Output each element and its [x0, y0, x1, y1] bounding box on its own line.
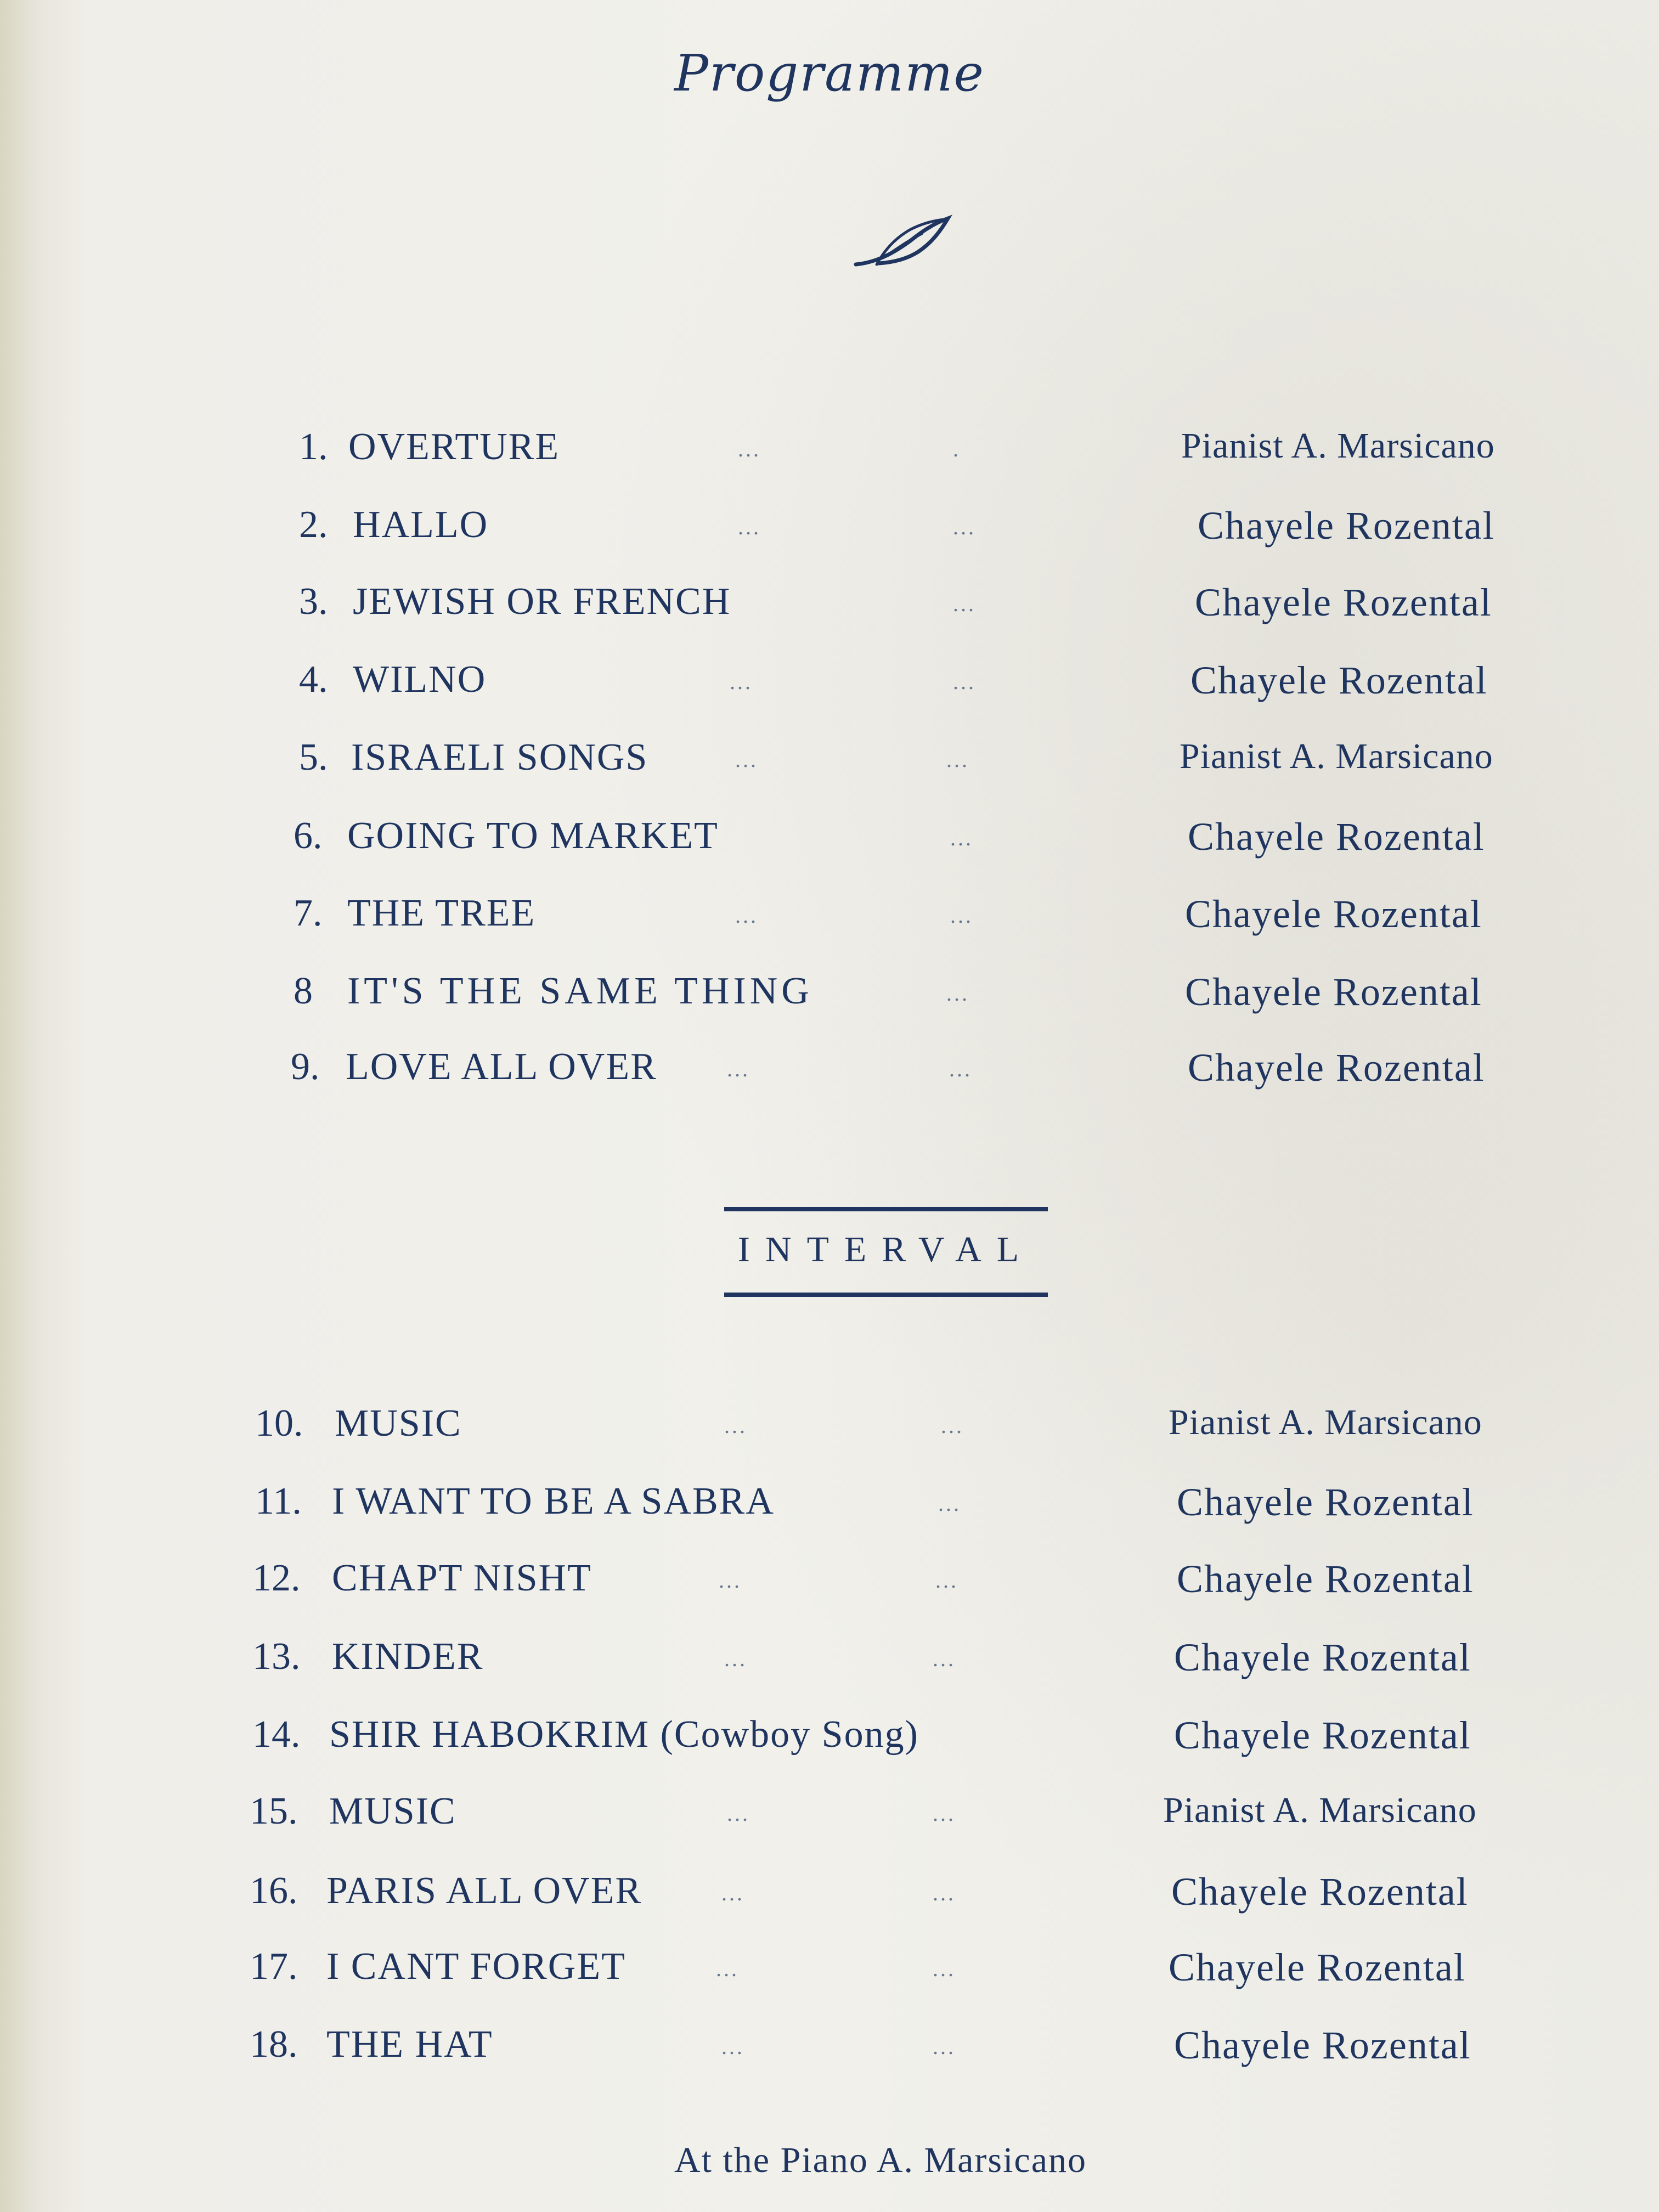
- item-leader: ...: [933, 1801, 956, 1826]
- programme-item: [252, 1635, 1569, 1690]
- item-leader: ...: [727, 1801, 750, 1826]
- item-leader: ...: [935, 1568, 958, 1593]
- item-leader: ...: [735, 903, 758, 928]
- item-number: 3.: [299, 580, 328, 623]
- item-leader: ...: [953, 669, 976, 694]
- programme-item: [299, 503, 1616, 558]
- item-leader: ...: [730, 669, 753, 694]
- item-leader: ...: [941, 1413, 964, 1438]
- item-number: 5.: [299, 736, 328, 778]
- item-performer: Chayele Rozental: [1177, 1480, 1474, 1524]
- item-title: GOING TO MARKET: [347, 815, 719, 857]
- item-performer: Chayele Rozental: [1198, 504, 1495, 548]
- item-number: 1.: [299, 426, 328, 468]
- programme-item: [250, 1790, 1566, 1844]
- item-performer: Chayele Rozental: [1185, 892, 1482, 936]
- item-number: 8: [294, 970, 313, 1012]
- item-leader: ...: [938, 1491, 961, 1516]
- item-leader: ...: [738, 437, 761, 461]
- programme-item: [252, 1556, 1569, 1611]
- item-leader: .: [953, 437, 961, 461]
- item-title: MUSIC: [335, 1402, 462, 1444]
- item-performer: Chayele Rozental: [1188, 1046, 1485, 1090]
- item-title: THE HAT: [326, 2023, 493, 2066]
- item-leader: ...: [716, 1956, 739, 1981]
- item-performer: Pianist A. Marsicano: [1181, 426, 1495, 466]
- item-title: I CANT FORGET: [326, 1945, 626, 1988]
- programme-item: [294, 814, 1610, 869]
- item-title: THE TREE: [347, 892, 536, 934]
- item-leader: ...: [724, 1646, 747, 1671]
- item-title: OVERTURE: [348, 426, 560, 468]
- item-number: 11.: [255, 1480, 302, 1522]
- item-leader: ...: [950, 903, 973, 928]
- item-number: 9.: [291, 1046, 320, 1088]
- item-leader: ...: [933, 1956, 956, 1981]
- item-leader: ...: [721, 1881, 744, 1905]
- item-performer: Chayele Rozental: [1169, 1945, 1466, 1989]
- page-title: Programme: [674, 44, 985, 103]
- item-title: CHAPT NISHT: [332, 1557, 592, 1599]
- programme-item: [291, 1045, 1607, 1100]
- item-leader: ...: [950, 826, 973, 850]
- item-number: 18.: [250, 2023, 298, 2066]
- item-performer: Pianist A. Marsicano: [1163, 1790, 1477, 1830]
- programme-item: [255, 1402, 1572, 1457]
- item-leader: ...: [949, 1057, 972, 1081]
- item-number: 2.: [299, 504, 328, 546]
- interval-rule-top: [724, 1207, 1048, 1211]
- programme-item: [250, 2023, 1566, 2078]
- item-leader: ...: [727, 1057, 750, 1081]
- item-performer: Pianist A. Marsicano: [1180, 736, 1493, 776]
- footer-credit: At the Piano A. Marsicano: [674, 2140, 1087, 2180]
- item-leader: ...: [721, 2034, 744, 2059]
- item-performer: Pianist A. Marsicano: [1169, 1402, 1482, 1442]
- programme-item: [294, 969, 1610, 1024]
- item-title: I WANT TO BE A SABRA: [332, 1480, 775, 1522]
- item-leader: ...: [953, 591, 976, 616]
- item-performer: Chayele Rozental: [1195, 580, 1492, 624]
- programme-item: [255, 1480, 1572, 1534]
- item-title: SHIR HABOKRIM (Cowboy Song): [329, 1713, 919, 1756]
- programme-item: [299, 658, 1616, 713]
- item-leader: ...: [946, 747, 969, 772]
- item-leader: ...: [738, 515, 761, 539]
- item-title: LOVE ALL OVER: [346, 1046, 657, 1088]
- programme-item: [299, 736, 1616, 791]
- item-number: 10.: [255, 1402, 303, 1444]
- item-number: 14.: [252, 1713, 301, 1756]
- item-leader: ...: [933, 1881, 956, 1905]
- programme-item: [299, 425, 1616, 480]
- programme-item: [294, 891, 1610, 946]
- programme-item: [299, 580, 1616, 635]
- item-leader: ...: [933, 2034, 956, 2059]
- item-title: JEWISH OR FRENCH: [353, 580, 731, 623]
- item-number: 6.: [294, 815, 323, 857]
- item-leader: ...: [735, 747, 758, 772]
- item-leader: ...: [946, 981, 969, 1006]
- item-number: 13.: [252, 1635, 301, 1678]
- item-number: 15.: [250, 1790, 298, 1832]
- item-number: 12.: [252, 1557, 301, 1599]
- programme-item: [250, 1869, 1566, 1924]
- item-leader: ...: [953, 515, 976, 539]
- item-leader: ...: [719, 1568, 742, 1593]
- item-leader: ...: [933, 1646, 956, 1671]
- item-performer: Chayele Rozental: [1188, 815, 1485, 859]
- item-number: 7.: [294, 892, 323, 934]
- item-performer: Chayele Rozental: [1177, 1557, 1474, 1601]
- item-performer: Chayele Rozental: [1174, 1635, 1471, 1679]
- item-title: ISRAELI SONGS: [351, 736, 648, 778]
- item-title: IT'S THE SAME THING: [347, 970, 813, 1012]
- item-title: MUSIC: [329, 1790, 456, 1832]
- item-title: WILNO: [353, 658, 487, 701]
- item-performer: Chayele Rozental: [1171, 1870, 1469, 1914]
- interval-divider: [724, 1207, 1048, 1300]
- programme-item: [252, 1713, 1569, 1768]
- item-number: 16.: [250, 1870, 298, 1912]
- item-performer: Chayele Rozental: [1185, 970, 1482, 1014]
- item-performer: Chayele Rozental: [1174, 2023, 1471, 2067]
- interval-rule-bottom: [724, 1293, 1048, 1297]
- item-leader: ...: [724, 1413, 747, 1438]
- programme-item: [250, 1945, 1566, 2000]
- item-title: HALLO: [353, 504, 489, 546]
- item-number: 17.: [250, 1945, 298, 1988]
- item-title: KINDER: [332, 1635, 484, 1678]
- item-performer: Chayele Rozental: [1190, 658, 1488, 702]
- item-performer: Chayele Rozental: [1174, 1713, 1471, 1757]
- item-number: 4.: [299, 658, 328, 701]
- item-title: PARIS ALL OVER: [326, 1870, 642, 1912]
- interval-label: INTERVAL: [737, 1229, 1035, 1269]
